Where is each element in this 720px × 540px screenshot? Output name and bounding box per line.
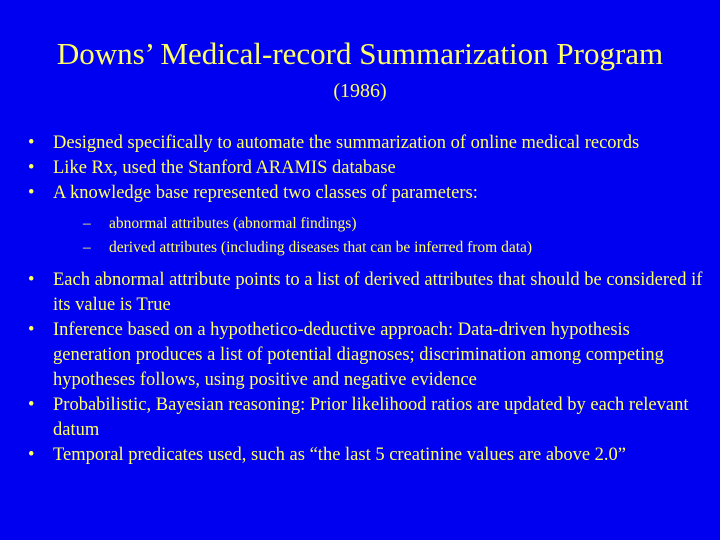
bullet-marker: • — [28, 158, 35, 178]
bullet-marker: • — [28, 183, 35, 203]
bullet-text: A knowledge base represented two classes of parameters: — [53, 183, 478, 203]
bullet-item — [28, 156, 708, 181]
bullet-text: Each abnormal attribute points to a list of derived attributes that should be considered if its value is True — [53, 270, 703, 315]
sub-bullet-item — [53, 236, 708, 260]
bullet-marker: • — [28, 320, 35, 340]
dash-marker: – — [83, 215, 91, 232]
bullet-item — [28, 268, 708, 318]
sub-bullet-list — [53, 212, 708, 260]
bullet-text: Like Rx, used the Stanford ARAMIS database — [53, 158, 396, 178]
bullet-text: Inference based on a hypothetico-deductive approach: Data-driven hypothesis generation produces a list of potential diagnoses; discrimination among competing hypotheses follows, using positive and negative evidence — [53, 320, 664, 390]
bullet-marker: • — [28, 270, 35, 290]
bullet-item — [28, 393, 708, 443]
bullet-item — [28, 131, 708, 156]
bullet-item — [28, 443, 708, 468]
dash-marker: – — [83, 239, 91, 256]
slide-subtitle: (1986) — [333, 80, 387, 102]
bullet-text: Temporal predicates used, such as “the last 5 creatinine values are above 2.0” — [53, 445, 626, 465]
bullet-marker: • — [28, 395, 35, 415]
bullet-marker: • — [28, 133, 35, 153]
bullet-item — [28, 318, 708, 393]
bullet-text: Probabilistic, Bayesian reasoning: Prior likelihood ratios are updated by each relevant datum — [53, 395, 689, 440]
sub-bullet-text: abnormal attributes (abnormal findings) — [109, 215, 357, 232]
bullet-text: Designed specifically to automate the summarization of online medical records — [53, 133, 640, 153]
slide-title: Downs’ Medical-record Summarization Program — [56, 36, 664, 71]
bullet-item — [28, 181, 708, 260]
bullet-list — [28, 131, 708, 468]
bullet-marker: • — [28, 445, 35, 465]
sub-bullet-text: derived attributes (including diseases that can be inferred from data) — [109, 239, 533, 256]
sub-bullet-item — [53, 212, 708, 236]
